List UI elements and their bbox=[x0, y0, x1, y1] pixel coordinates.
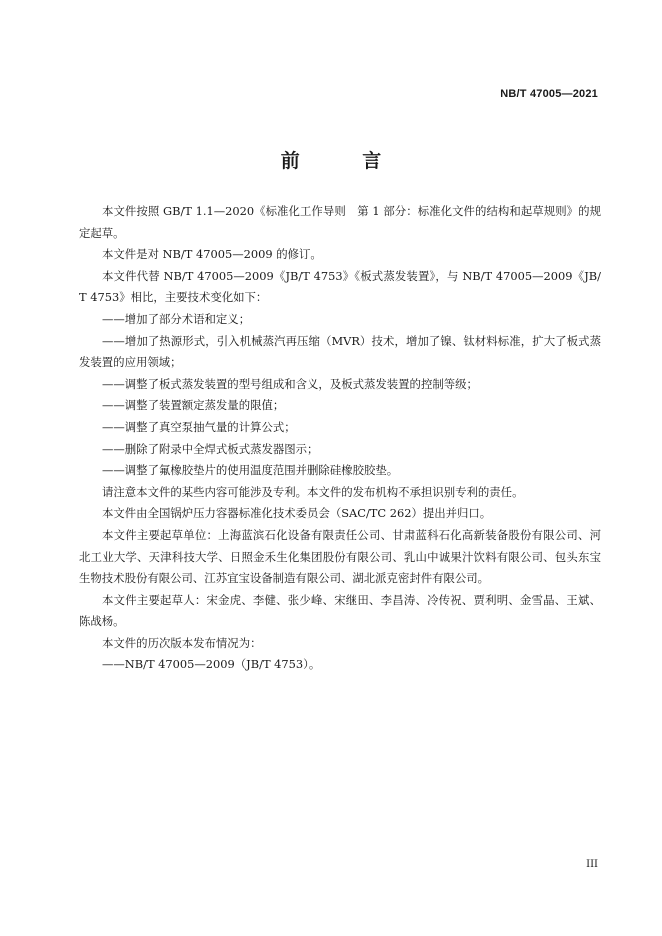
paragraph-drafting-units: 本文件主要起草单位：上海蓝滨石化设备有限责任公司、甘肃蓝科石化高新装备股份有限公司、河北工业大学、天津科技大学、日照金禾生化集团股份有限公司、乳山中诚果汁饮料有限公司、包头东宝生物技术股份有限公司、江苏宜宝设备制造有限公司、湖北派克密封件有限公司。 bbox=[79, 527, 601, 586]
paragraph-patent-notice: 请注意本文件的某些内容可能涉及专利。本文件的发布机构不承担识别专利的责任。 bbox=[102, 484, 524, 499]
change-item: ——增加了热源形式，引入机械蒸汽再压缩（MVR）技术，增加了镍、钛材料标准，扩大了板式蒸发装置的应用领域； bbox=[79, 333, 601, 370]
change-item: ——调整了真空泵抽气量的计算公式； bbox=[102, 419, 296, 434]
paragraph-drafting-basis: 本文件按照 GB/T 1.1—2020《标准化工作导则 第 1 部分：标准化文件的结构和起草规则》的规定起草。 bbox=[79, 204, 601, 240]
paragraph-drafters: 本文件主要起草人：宋金虎、李健、张少峰、宋继田、李昌涛、冷传祝、贾利明、金雪晶、王斌、陈战杨。 bbox=[79, 592, 601, 629]
version-history-item: ——NB/T 47005—2009（JB/T 4753）。 bbox=[102, 657, 321, 672]
change-item: ——调整了装置额定蒸发量的限值； bbox=[102, 398, 285, 413]
page-number: III bbox=[586, 859, 598, 870]
paragraph-proposed-by: 本文件由全国锅炉压力容器标准化技术委员会（SAC/TC 262）提出并归口。 bbox=[102, 506, 492, 521]
change-item: ——调整了氟橡胶垫片的使用温度范围并删除硅橡胶胶垫。 bbox=[102, 463, 399, 478]
paragraph-version-history-intro: 本文件的历次版本发布情况为： bbox=[102, 635, 262, 650]
standard-number: NB/T 47005—2021 bbox=[500, 88, 598, 100]
change-item: ——调整了板式蒸发装置的型号组成和含义，及板式蒸发装置的控制等级； bbox=[102, 376, 478, 391]
change-item: ——增加了部分术语和定义； bbox=[102, 311, 251, 326]
page-title: 前 言 bbox=[280, 150, 410, 172]
foreword-body bbox=[79, 201, 601, 676]
change-item: ——删除了附录中全焊式板式蒸发器图示； bbox=[102, 441, 319, 456]
paragraph-revision-of: 本文件是对 NB/T 47005—2009 的修订。 bbox=[102, 247, 322, 262]
paragraph-replaces: 本文件代替 NB/T 47005—2009《JB/T 4753》《板式蒸发装置》，与 NB/T 47005—2009《JB/T 4753》相比，主要技术变化如下： bbox=[79, 268, 601, 305]
